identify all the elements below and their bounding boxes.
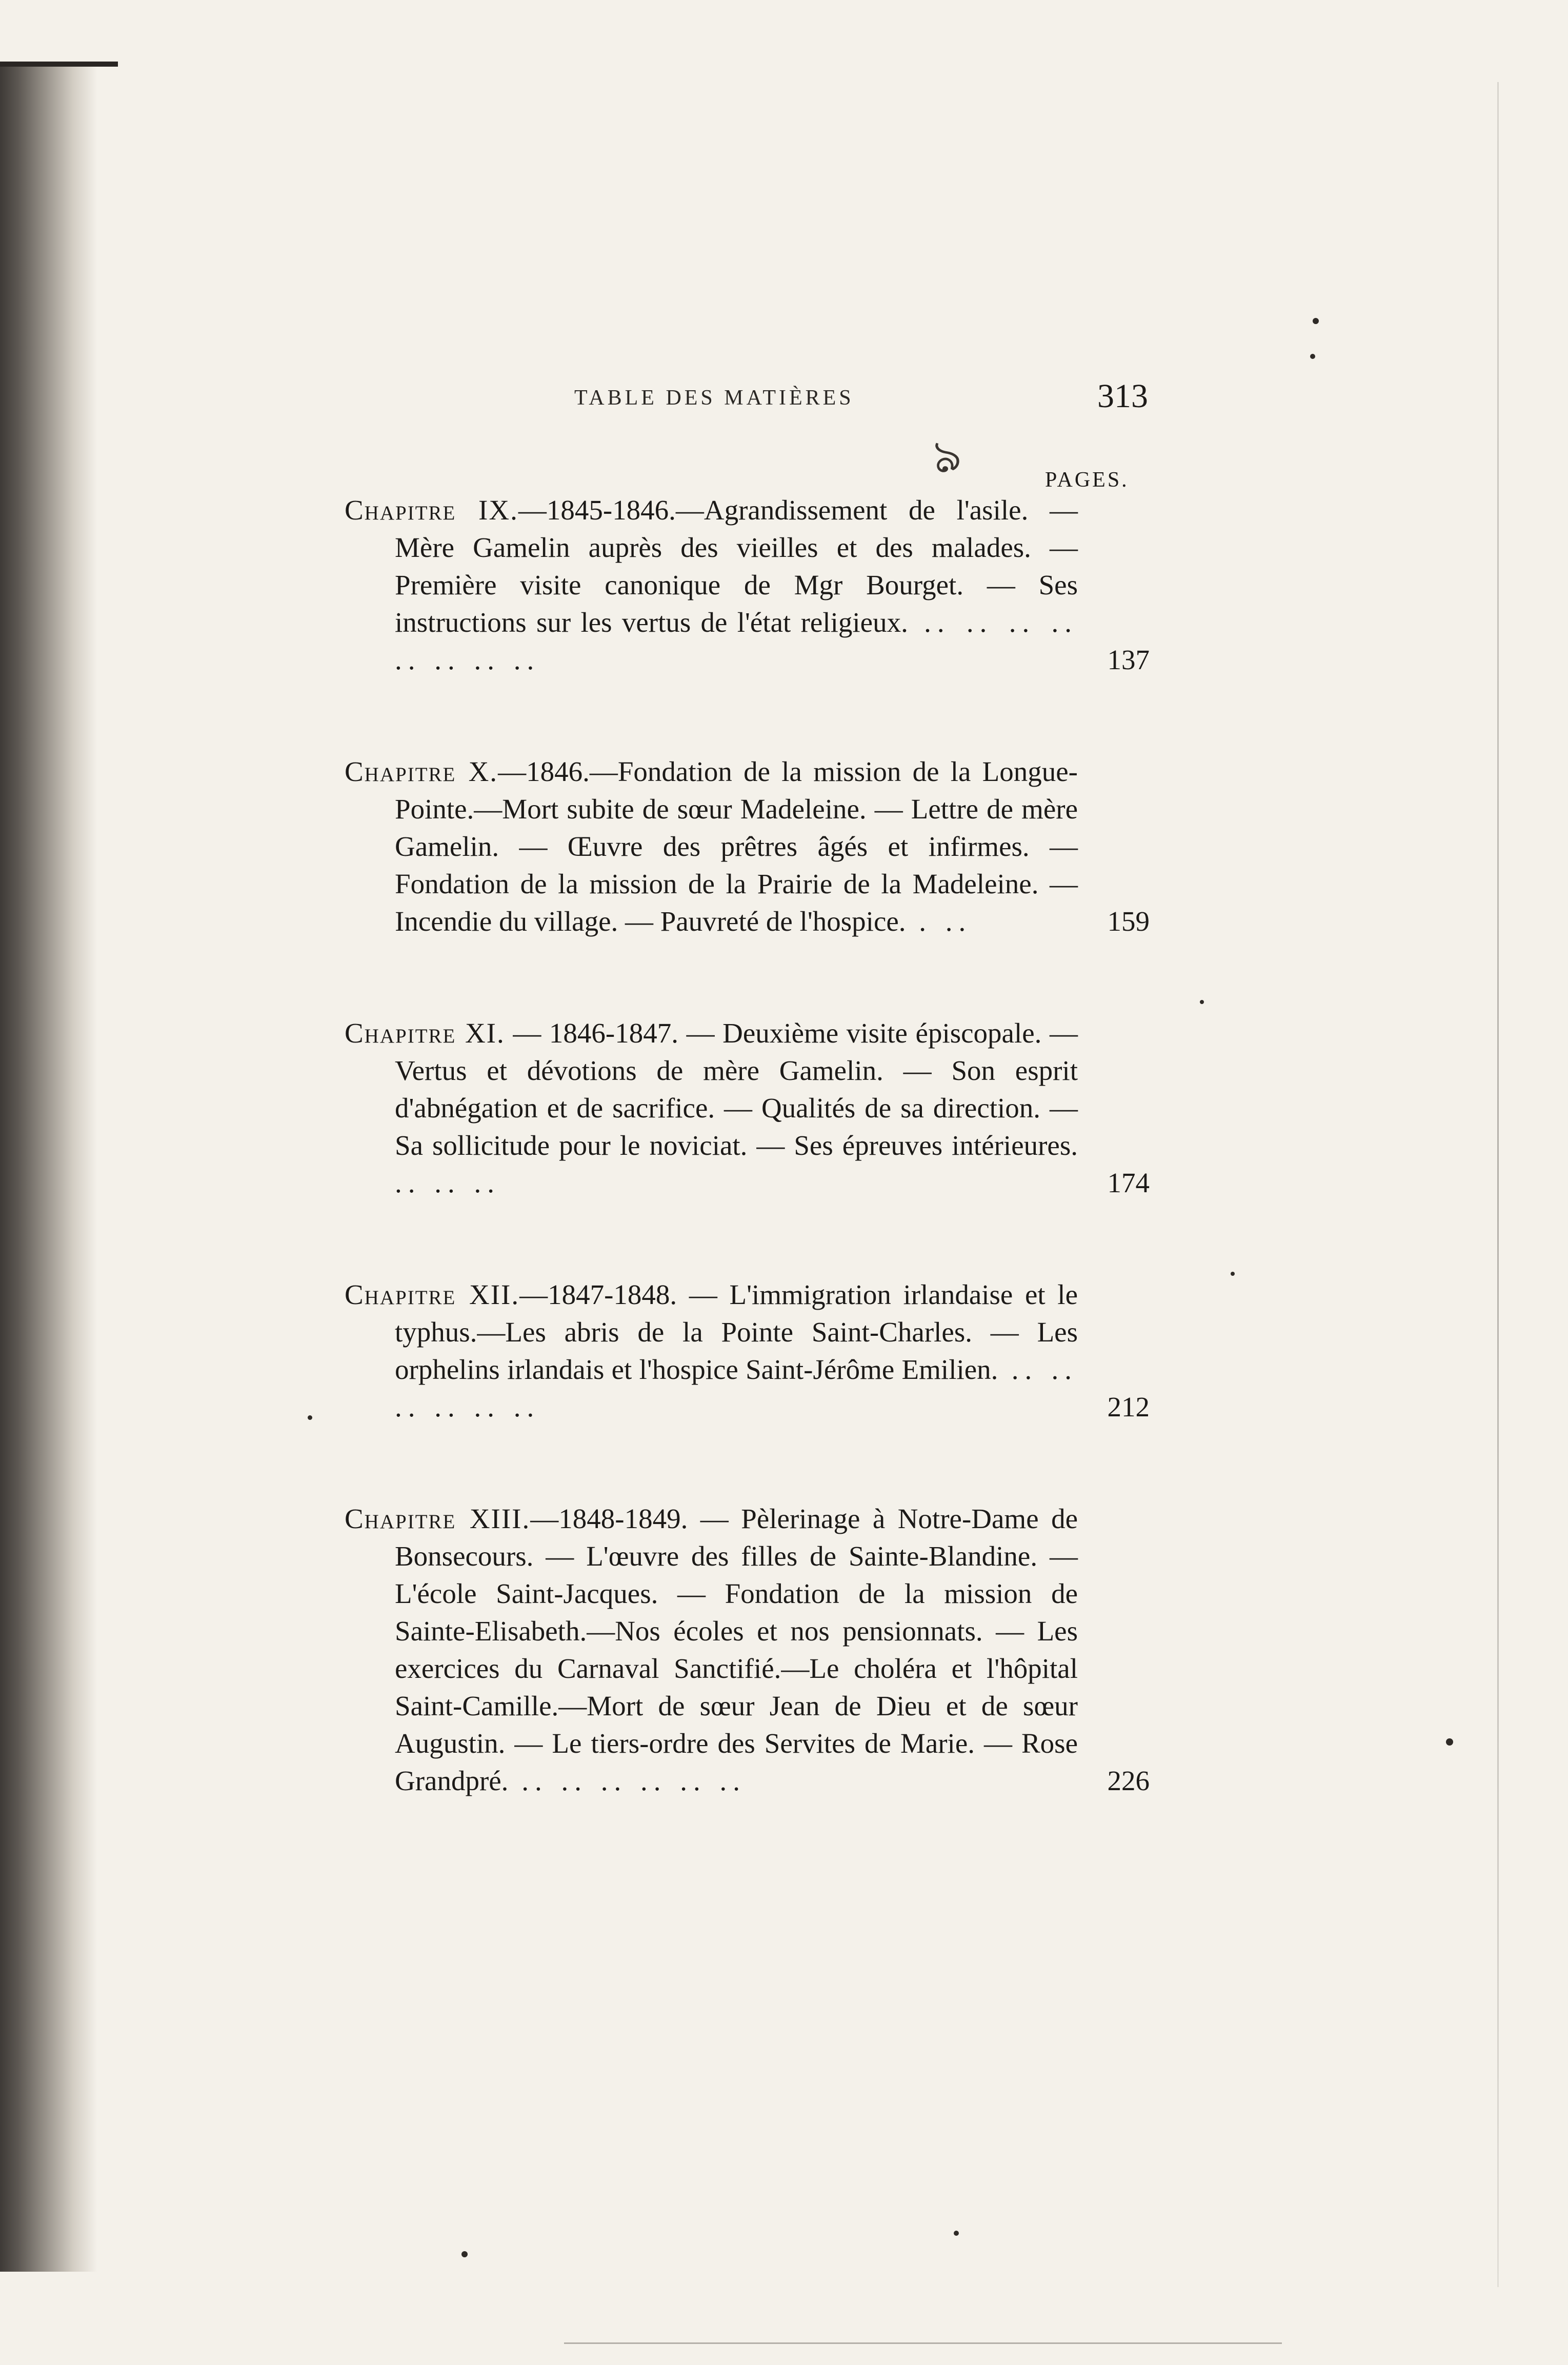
chapter-page-number: 226 — [1107, 1765, 1150, 1796]
toc-entry-chapter-11 — [345, 1014, 1150, 1201]
table-of-contents — [345, 491, 1150, 1799]
chapter-summary: —1848-1849. — Pèlerinage à Notre-Dame de Bonsecours. — L'œuvre des filles de Sainte-Blandine. — L'école Saint-Jacques. — Fondation de la mission de Sainte-Elisabeth.—Nos écoles et nos pensionnats. — Les exercices du Carnaval Sanctifié.—Le choléra et l'hôpital Saint-Camille.—Mort de sœur Jean de Dieu et de sœur Augustin. — Le tiers-ordre des Servites de Marie. — Rose Grandpré. — [395, 1503, 1078, 1796]
chapter-summary: — 1846-1847. — Deuxième visite épiscopale. — Vertus et dévotions de mère Gamelin. — Son esprit d'abnégation et de sacrifice. — Qualités de sa direction. — Sa sollicitude pour le noviciat. — Ses épreuves intérieures. — [395, 1017, 1078, 1161]
scan-speck — [1231, 1272, 1235, 1276]
chapter-summary: —1847-1848. — L'immigration irlandaise et le typhus.—Les abris de la Pointe Saint-Charles. — Les orphelins irlandais et l'hospice Saint-Jérôme Emilien. — [395, 1279, 1078, 1385]
chapter-summary: —1846.—Fondation de la mission de la Longue-Pointe.—Mort subite de sœur Madeleine. — Lettre de mère Gamelin. — Œuvre des prêtres âgés et infirmes. — Fondation de la mission de la Prairie de la Madeleine. — Incendie du village. — Pauvreté de l'hospice. — [395, 756, 1078, 937]
bottom-rule — [564, 2342, 1282, 2344]
scan-speck — [1200, 1000, 1204, 1004]
pages-column-label: PAGES. — [1045, 468, 1129, 492]
chapter-summary: —1845-1846.—Agrandissement de l'asile. — Mère Gamelin auprès des vieilles et des malades. — Première visite canonique de Mgr Bourget. — Ses instructions sur les vertus de l'état religieux. — [395, 494, 1078, 638]
page-edge-rule — [1497, 82, 1499, 2287]
scan-speck — [461, 2251, 468, 2257]
toc-entry-chapter-10 — [345, 753, 1150, 940]
dot-leaders: .. .. .. .. .. .. — [508, 1765, 746, 1796]
binding-edge — [0, 62, 118, 67]
chapter-label: Chapitre XIII. — [345, 1503, 531, 1534]
chapter-page-number: 159 — [1107, 906, 1150, 937]
scan-speck — [308, 1415, 312, 1420]
chapter-page-number: 174 — [1107, 1167, 1150, 1198]
scan-speck — [1310, 354, 1315, 359]
binding-shadow — [0, 67, 97, 2272]
chapter-label: Chapitre XII. — [345, 1279, 520, 1310]
dot-leaders: .. .. .. — [395, 1167, 500, 1198]
chapter-label: Chapitre X. — [345, 756, 498, 787]
page-number: 313 — [1097, 377, 1148, 415]
toc-entry-chapter-9 — [345, 491, 1150, 678]
toc-entry-chapter-13 — [345, 1500, 1150, 1799]
scan-speck — [954, 2231, 959, 2236]
chapter-page-number: 212 — [1107, 1391, 1150, 1422]
running-head: TABLE DES MATIÈRES — [574, 386, 854, 410]
scan-speck — [1313, 318, 1319, 324]
chapter-label: Chapitre IX. — [345, 494, 518, 526]
toc-entry-chapter-12 — [345, 1276, 1150, 1426]
scan-speck — [1446, 1738, 1453, 1746]
chapter-page-number: 137 — [1107, 644, 1150, 675]
dot-leaders: . .. — [906, 906, 972, 937]
chapter-label: Chapitre XI. — [345, 1017, 505, 1049]
dot-leaders: .. .. .. .. .. .. .. .. — [395, 607, 1078, 675]
dot-leaders: .. .. .. .. .. .. — [395, 1354, 1078, 1422]
ink-stamp-mark: ঌ — [928, 428, 966, 484]
